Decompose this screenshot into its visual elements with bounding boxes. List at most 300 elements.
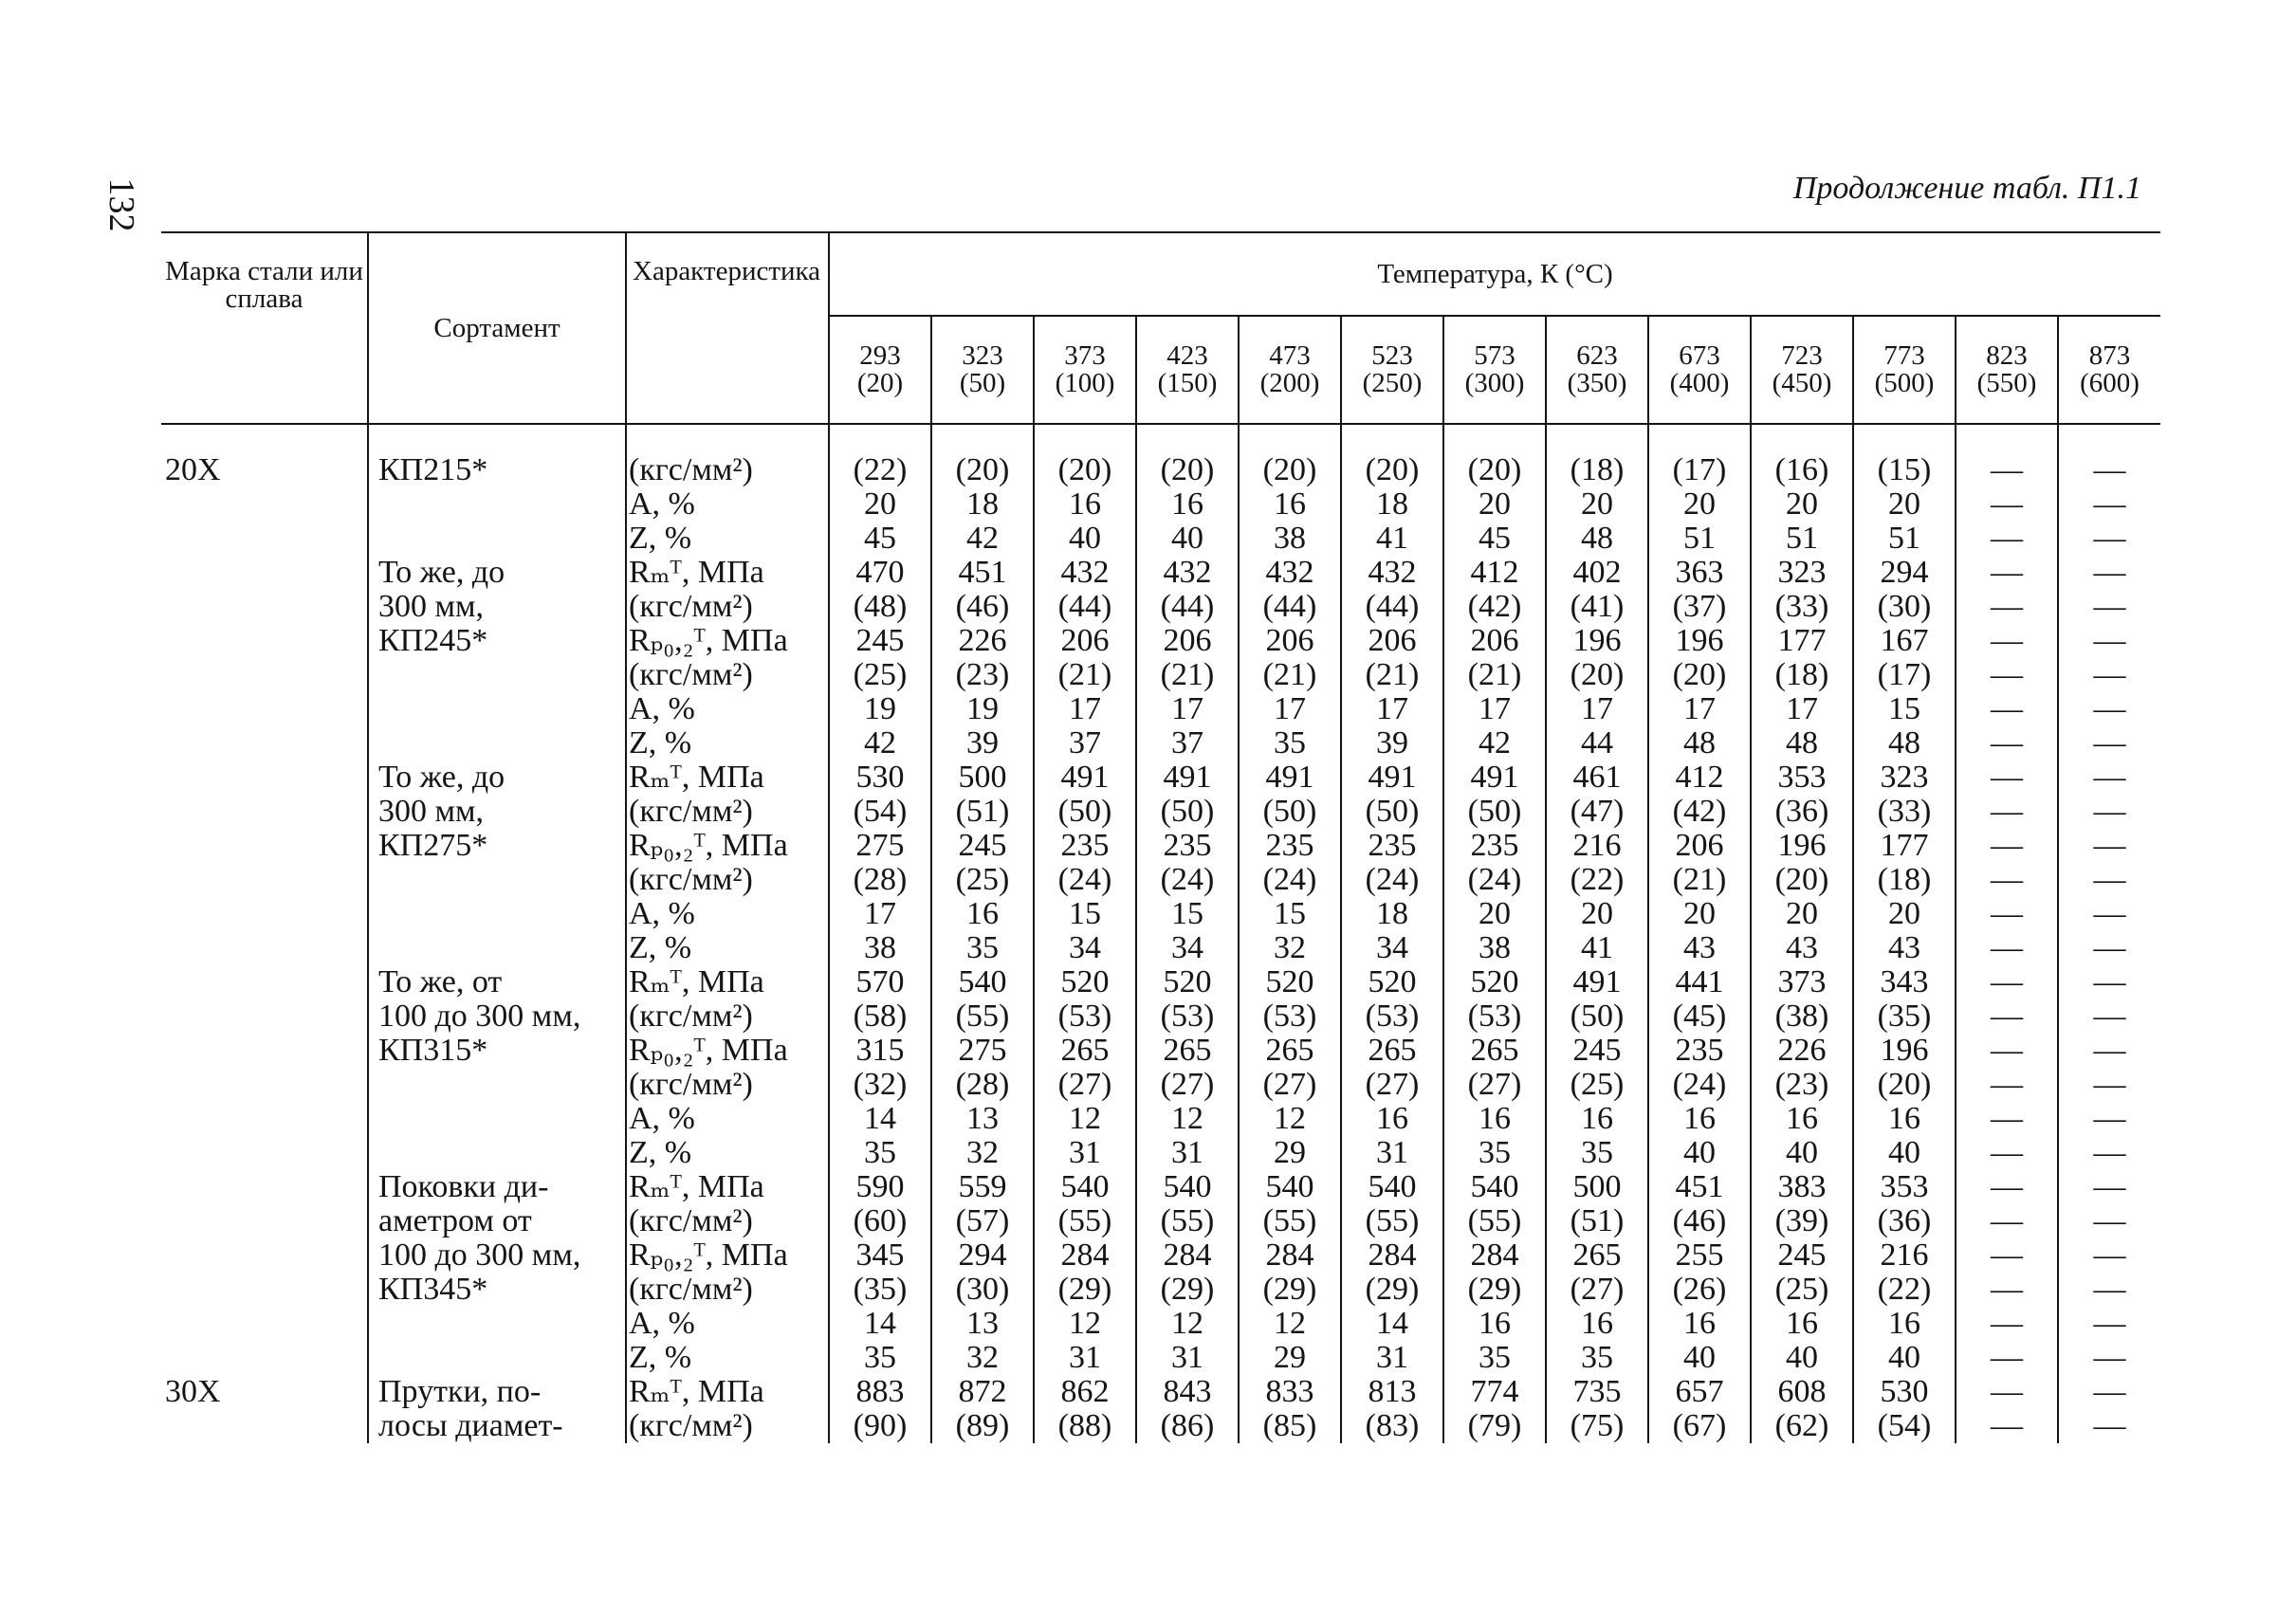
cell-grade	[161, 522, 368, 556]
cell-value: 540	[1034, 1170, 1136, 1204]
cell-value: (22)	[1546, 863, 1648, 897]
cell-value: 608	[1751, 1375, 1853, 1409]
cell-characteristic: A, %	[626, 897, 829, 931]
temperature-header-cell	[1648, 316, 1751, 424]
cell-value: (20)	[1136, 424, 1239, 487]
cell-value: 16	[1751, 1307, 1853, 1341]
cell-value: (42)	[1443, 590, 1546, 624]
cell-value: 383	[1751, 1170, 1853, 1204]
temperature-celsius: (600)	[2080, 368, 2140, 398]
cell-value: 16	[931, 897, 1034, 931]
cell-value: 373	[1751, 965, 1853, 999]
table-body	[161, 424, 2160, 1443]
cell-value: (44)	[1341, 590, 1443, 624]
cell-value: 432	[1239, 556, 1341, 590]
temperature-header-cell	[1034, 316, 1136, 424]
cell-characteristic: Rₚ₀,₂ᵀ, МПа	[626, 624, 829, 658]
cell-value: 31	[1341, 1136, 1443, 1170]
table-row	[161, 1307, 2160, 1341]
temperature-header-cell	[1239, 316, 1341, 424]
cell-value: 520	[1034, 965, 1136, 999]
cell-value: 42	[829, 726, 931, 761]
cell-value: (53)	[1443, 999, 1546, 1034]
cell-assortment: аметром от	[368, 1204, 626, 1238]
cell-grade	[161, 829, 368, 863]
cell-value: (57)	[931, 1204, 1034, 1238]
cell-characteristic: (кгс/мм²)	[626, 795, 829, 829]
cell-value: (23)	[1751, 1068, 1853, 1102]
cell-value: 15	[1239, 897, 1341, 931]
cell-characteristic: Rₘᵀ, МПа	[626, 1375, 829, 1409]
cell-assortment: То же, от	[368, 965, 626, 999]
cell-value: 235	[1239, 829, 1341, 863]
cell-value: —	[1956, 1409, 2058, 1443]
cell-value: 353	[1853, 1170, 1956, 1204]
cell-value: 284	[1443, 1238, 1546, 1273]
cell-value: 48	[1648, 726, 1751, 761]
cell-assortment	[368, 897, 626, 931]
cell-value: 530	[829, 761, 931, 795]
cell-value: (16)	[1751, 424, 1853, 487]
cell-value: (50)	[1341, 795, 1443, 829]
cell-value: (55)	[1034, 1204, 1136, 1238]
cell-value: 14	[829, 1102, 931, 1136]
cell-value: 17	[1751, 692, 1853, 726]
cell-value: (44)	[1239, 590, 1341, 624]
cell-value: (46)	[931, 590, 1034, 624]
cell-value: 451	[931, 556, 1034, 590]
cell-value: 20	[1443, 897, 1546, 931]
temperature-celsius: (200)	[1259, 368, 1320, 398]
cell-value: 20	[1648, 487, 1751, 522]
cell-value: 32	[931, 1341, 1034, 1375]
cell-value: (29)	[1034, 1273, 1136, 1307]
cell-characteristic: Z, %	[626, 1341, 829, 1375]
cell-value: 216	[1853, 1238, 1956, 1273]
cell-value: 657	[1648, 1375, 1751, 1409]
table-row	[161, 795, 2160, 829]
cell-value: 265	[1034, 1034, 1136, 1068]
cell-value: (26)	[1648, 1273, 1751, 1307]
table-row	[161, 1238, 2160, 1273]
temperature-celsius: (550)	[1976, 368, 2037, 398]
cell-value: 590	[829, 1170, 931, 1204]
cell-grade: 30Х	[161, 1375, 368, 1409]
cell-assortment	[368, 726, 626, 761]
cell-assortment: 300 мм,	[368, 795, 626, 829]
cell-value: 51	[1853, 522, 1956, 556]
cell-grade	[161, 624, 368, 658]
cell-value: 12	[1239, 1102, 1341, 1136]
cell-value: 774	[1443, 1375, 1546, 1409]
cell-grade	[161, 1307, 368, 1341]
cell-value: 206	[1443, 624, 1546, 658]
cell-value: 16	[1648, 1307, 1751, 1341]
cell-value: 177	[1751, 624, 1853, 658]
cell-value: (53)	[1239, 999, 1341, 1034]
table-header	[161, 232, 2160, 424]
cell-value: 12	[1034, 1102, 1136, 1136]
cell-value: 32	[1239, 931, 1341, 965]
cell-grade	[161, 1068, 368, 1102]
cell-value: —	[2093, 897, 2126, 931]
cell-value: —	[2093, 624, 2126, 658]
cell-grade	[161, 897, 368, 931]
table-row	[161, 487, 2160, 522]
cell-value: 245	[931, 829, 1034, 863]
cell-value: 42	[1443, 726, 1546, 761]
temperature-celsius: (150)	[1157, 368, 1218, 398]
cell-value: (18)	[1853, 863, 1956, 897]
cell-value: (47)	[1546, 795, 1648, 829]
cell-value: 38	[1443, 931, 1546, 965]
cell-value: 15	[1853, 692, 1956, 726]
cell-value: 40	[1648, 1136, 1751, 1170]
cell-value: (54)	[1853, 1409, 1956, 1443]
cell-assortment	[368, 1341, 626, 1375]
cell-characteristic: (кгс/мм²)	[626, 999, 829, 1034]
cell-value: 20	[829, 487, 931, 522]
cell-value: 206	[1034, 624, 1136, 658]
cell-characteristic: (кгс/мм²)	[626, 1273, 829, 1307]
cell-value: 15	[1136, 897, 1239, 931]
cell-value: 363	[1648, 556, 1751, 590]
cell-value: (21)	[1136, 658, 1239, 692]
cell-value: 19	[829, 692, 931, 726]
cell-value: (54)	[829, 795, 931, 829]
cell-value: 491	[1443, 761, 1546, 795]
cell-characteristic: (кгс/мм²)	[626, 1409, 829, 1443]
cell-value: —	[1956, 1375, 2058, 1409]
cell-assortment: КП215*	[368, 424, 626, 487]
cell-value: 265	[1136, 1034, 1239, 1068]
cell-grade	[161, 931, 368, 965]
cell-value: 17	[1034, 692, 1136, 726]
cell-value: 34	[1136, 931, 1239, 965]
cell-value: 432	[1034, 556, 1136, 590]
cell-value: 44	[1546, 726, 1648, 761]
table-row	[161, 556, 2160, 590]
cell-grade	[161, 761, 368, 795]
cell-value: 540	[1136, 1170, 1239, 1204]
cell-value: (45)	[1648, 999, 1751, 1034]
table-row	[161, 1409, 2160, 1443]
cell-characteristic: Rₘᵀ, МПа	[626, 965, 829, 999]
cell-value: 265	[1546, 1238, 1648, 1273]
cell-value: 51	[1648, 522, 1751, 556]
cell-value: 16	[1443, 1102, 1546, 1136]
cell-assortment	[368, 1068, 626, 1102]
cell-value: —	[2093, 965, 2126, 999]
cell-value: —	[2093, 761, 2126, 795]
cell-value: (55)	[1443, 1204, 1546, 1238]
temperature-kelvin: 373	[1064, 340, 1106, 371]
table-row	[161, 965, 2160, 999]
cell-value: —	[1956, 1307, 2058, 1341]
cell-value: 38	[829, 931, 931, 965]
cell-value: 843	[1136, 1375, 1239, 1409]
cell-grade	[161, 556, 368, 590]
cell-value: (24)	[1648, 1068, 1751, 1102]
cell-value: 323	[1853, 761, 1956, 795]
cell-value: (50)	[1546, 999, 1648, 1034]
cell-value: 235	[1443, 829, 1546, 863]
cell-value: (50)	[1239, 795, 1341, 829]
cell-value: 883	[829, 1375, 931, 1409]
cell-value: (38)	[1751, 999, 1853, 1034]
temperature-kelvin: 423	[1166, 340, 1208, 371]
cell-value: 38	[1239, 522, 1341, 556]
cell-value: 16	[1239, 487, 1341, 522]
cell-value: —	[1956, 965, 2058, 999]
page-number: 132	[101, 177, 141, 232]
temperature-header-cell	[931, 316, 1034, 424]
cell-value: —	[1956, 487, 2058, 522]
cell-value: 255	[1648, 1238, 1751, 1273]
cell-value: —	[2093, 487, 2126, 522]
cell-value: (67)	[1648, 1409, 1751, 1443]
cell-value: 16	[1751, 1102, 1853, 1136]
cell-value: —	[2093, 931, 2126, 965]
cell-value: 20	[1546, 487, 1648, 522]
header-grade: Марка стали или сплава	[161, 232, 368, 424]
cell-value: 540	[1443, 1170, 1546, 1204]
cell-value: (20)	[1341, 424, 1443, 487]
cell-grade	[161, 863, 368, 897]
cell-value: —	[2093, 692, 2126, 726]
cell-value: (29)	[1341, 1273, 1443, 1307]
cell-value: (29)	[1443, 1273, 1546, 1307]
cell-value: (24)	[1034, 863, 1136, 897]
cell-value: (27)	[1546, 1273, 1648, 1307]
temperature-header-cell	[1751, 316, 1853, 424]
table-row	[161, 1375, 2160, 1409]
cell-value: 35	[931, 931, 1034, 965]
cell-value: (42)	[1648, 795, 1751, 829]
cell-characteristic: Z, %	[626, 931, 829, 965]
cell-value: 530	[1853, 1375, 1956, 1409]
cell-value: —	[2093, 1204, 2126, 1238]
cell-value: 491	[1341, 761, 1443, 795]
cell-grade	[161, 1034, 368, 1068]
cell-value: 35	[829, 1341, 931, 1375]
cell-value: 35	[1546, 1341, 1648, 1375]
cell-value: 206	[1648, 829, 1751, 863]
temperature-kelvin: 523	[1371, 340, 1413, 371]
cell-value: 872	[931, 1375, 1034, 1409]
cell-value: 275	[931, 1034, 1034, 1068]
temperature-kelvin: 323	[962, 340, 1003, 371]
cell-value: (21)	[1239, 658, 1341, 692]
cell-value: 42	[931, 522, 1034, 556]
cell-value: 540	[1239, 1170, 1341, 1204]
cell-value: (27)	[1136, 1068, 1239, 1102]
table-row	[161, 658, 2160, 692]
temperature-celsius: (50)	[959, 368, 1006, 398]
cell-value: —	[2093, 1068, 2126, 1102]
cell-value: 491	[1546, 965, 1648, 999]
cell-assortment	[368, 1102, 626, 1136]
cell-assortment: 300 мм,	[368, 590, 626, 624]
cell-value: 235	[1648, 1034, 1751, 1068]
cell-value: (85)	[1239, 1409, 1341, 1443]
cell-value: —	[1956, 999, 2058, 1034]
cell-value: 284	[1341, 1238, 1443, 1273]
cell-value: (25)	[1751, 1273, 1853, 1307]
cell-value: 16	[1546, 1102, 1648, 1136]
cell-value: (51)	[1546, 1204, 1648, 1238]
cell-value: 20	[1443, 487, 1546, 522]
cell-grade	[161, 1170, 368, 1204]
cell-value: 20	[1853, 897, 1956, 931]
cell-assortment: КП275*	[368, 829, 626, 863]
cell-value: 520	[1136, 965, 1239, 999]
cell-assortment: То же, до	[368, 761, 626, 795]
temperature-header-cell	[1853, 316, 1956, 424]
cell-value: —	[1956, 795, 2058, 829]
temperature-kelvin: 673	[1679, 340, 1720, 371]
cell-value: 470	[829, 556, 931, 590]
cell-value: 31	[1136, 1136, 1239, 1170]
cell-value: 35	[829, 1136, 931, 1170]
cell-value: (21)	[1034, 658, 1136, 692]
cell-value: 343	[1853, 965, 1956, 999]
cell-value: 17	[1648, 692, 1751, 726]
cell-value: 40	[1751, 1136, 1853, 1170]
cell-value: 17	[829, 897, 931, 931]
cell-characteristic: (кгс/мм²)	[626, 1204, 829, 1238]
cell-value: 500	[931, 761, 1034, 795]
cell-value: 265	[1239, 1034, 1341, 1068]
cell-value: (86)	[1136, 1409, 1239, 1443]
cell-value: —	[1956, 931, 2058, 965]
cell-value: (37)	[1648, 590, 1751, 624]
cell-value: (24)	[1239, 863, 1341, 897]
cell-value: 461	[1546, 761, 1648, 795]
cell-value: 37	[1136, 726, 1239, 761]
cell-value: —	[1956, 624, 2058, 658]
cell-value: 235	[1136, 829, 1239, 863]
table-row	[161, 761, 2160, 795]
cell-value: (27)	[1341, 1068, 1443, 1102]
cell-value: (24)	[1136, 863, 1239, 897]
table-row	[161, 1204, 2160, 1238]
temperature-celsius: (20)	[856, 368, 904, 398]
cell-value: —	[1956, 1204, 2058, 1238]
temperature-header-cell	[1956, 316, 2058, 424]
cell-value: (53)	[1341, 999, 1443, 1034]
cell-value: (50)	[1034, 795, 1136, 829]
temperature-celsius: (350)	[1567, 368, 1627, 398]
cell-value: 15	[1034, 897, 1136, 931]
cell-value: (25)	[1546, 1068, 1648, 1102]
cell-value: 265	[1341, 1034, 1443, 1068]
cell-characteristic: Rₚ₀,₂ᵀ, МПа	[626, 1034, 829, 1068]
cell-value: 432	[1136, 556, 1239, 590]
cell-value: (22)	[1853, 1273, 1956, 1307]
cell-value: 12	[1239, 1307, 1341, 1341]
cell-characteristic: Rₘᵀ, МПа	[626, 761, 829, 795]
cell-value: 31	[1034, 1136, 1136, 1170]
cell-value: 12	[1136, 1307, 1239, 1341]
cell-value: —	[2093, 863, 2126, 897]
cell-assortment	[368, 692, 626, 726]
cell-value: 18	[1341, 897, 1443, 931]
cell-value: 167	[1853, 624, 1956, 658]
cell-value: —	[2093, 1170, 2126, 1204]
cell-value: —	[2093, 795, 2126, 829]
cell-value: 520	[1239, 965, 1341, 999]
cell-assortment: Поковки ди-	[368, 1170, 626, 1204]
cell-value: 294	[931, 1238, 1034, 1273]
cell-value: 491	[1239, 761, 1341, 795]
temperature-header-cell	[1546, 316, 1648, 424]
temperature-kelvin: 623	[1576, 340, 1618, 371]
cell-value: 559	[931, 1170, 1034, 1204]
cell-value: (23)	[931, 658, 1034, 692]
cell-characteristic: Rₘᵀ, МПа	[626, 1170, 829, 1204]
cell-grade	[161, 1409, 368, 1443]
cell-value: (50)	[1136, 795, 1239, 829]
cell-value: 17	[1239, 692, 1341, 726]
temperature-celsius: (100)	[1055, 368, 1115, 398]
cell-assortment	[368, 1307, 626, 1341]
cell-value: (17)	[1853, 658, 1956, 692]
cell-value: 275	[829, 829, 931, 863]
cell-value: 284	[1239, 1238, 1341, 1273]
cell-value: —	[1956, 1102, 2058, 1136]
cell-value: (53)	[1034, 999, 1136, 1034]
cell-value: 17	[1341, 692, 1443, 726]
cell-value: (20)	[1546, 658, 1648, 692]
cell-assortment	[368, 931, 626, 965]
cell-grade	[161, 658, 368, 692]
properties-table	[161, 231, 2160, 1443]
cell-grade	[161, 726, 368, 761]
table-row	[161, 424, 2160, 487]
cell-value: (20)	[1648, 658, 1751, 692]
cell-value: —	[1956, 761, 2058, 795]
temperature-header-cell	[1341, 316, 1443, 424]
cell-value: 16	[1341, 1102, 1443, 1136]
cell-value: —	[2093, 590, 2126, 624]
cell-value: 40	[1751, 1341, 1853, 1375]
cell-value: 43	[1853, 931, 1956, 965]
cell-value: 441	[1648, 965, 1751, 999]
cell-value: (79)	[1443, 1409, 1546, 1443]
temperature-kelvin: 773	[1883, 340, 1925, 371]
cell-value: 226	[1751, 1034, 1853, 1068]
table-row	[161, 590, 2160, 624]
cell-value: 500	[1546, 1170, 1648, 1204]
cell-value: (50)	[1443, 795, 1546, 829]
cell-value: (58)	[829, 999, 931, 1034]
cell-value: 16	[1136, 487, 1239, 522]
cell-value: (29)	[1136, 1273, 1239, 1307]
cell-value: 48	[1853, 726, 1956, 761]
cell-characteristic: Rₚ₀,₂ᵀ, МПа	[626, 829, 829, 863]
cell-value: —	[1956, 522, 2058, 556]
cell-value: (83)	[1341, 1409, 1443, 1443]
cell-value: (17)	[1648, 424, 1751, 487]
cell-value: 491	[1136, 761, 1239, 795]
cell-value: 345	[829, 1238, 931, 1273]
cell-grade	[161, 487, 368, 522]
table-row	[161, 726, 2160, 761]
cell-characteristic: (кгс/мм²)	[626, 1068, 829, 1102]
header-characteristic: Характеристика	[626, 232, 829, 424]
cell-grade	[161, 795, 368, 829]
